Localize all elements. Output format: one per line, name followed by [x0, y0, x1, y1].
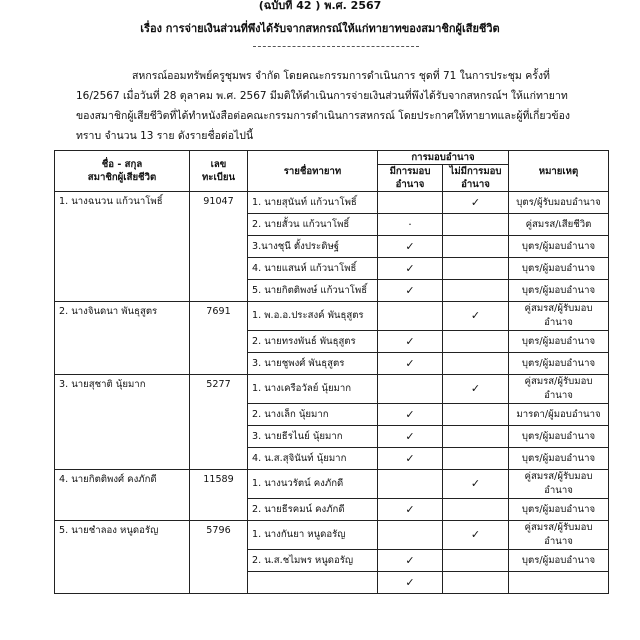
deceased-member-name: 2. นางจินดนา พันธุสูตร	[55, 302, 190, 375]
check-mark-icon: ✓	[470, 528, 481, 541]
remark-cell: บุตร/ผู้มอบอำนาจ	[509, 550, 609, 572]
has-authority-cell	[378, 499, 443, 521]
remark-cell	[509, 521, 609, 550]
has-authority-cell	[378, 214, 443, 236]
no-authority-cell	[443, 331, 509, 353]
no-authority-cell	[443, 353, 509, 375]
no-authority-cell	[443, 280, 509, 302]
has-authority-cell	[378, 426, 443, 448]
header-deceased-line1: ชื่อ - สกุล	[101, 159, 143, 170]
remark-cell: บุตร/ผู้มอบอำนาจ	[509, 236, 609, 258]
registration-number: 7691	[190, 302, 248, 375]
heir-name: 2. นายสั้วน แก้วนาโพธิ์	[248, 214, 378, 236]
check-mark-icon: ✓	[405, 261, 415, 275]
header-authority: การมอบอำนาจ	[378, 151, 509, 165]
no-authority-cell	[443, 404, 509, 426]
no-authority-cell	[443, 258, 509, 280]
remark-cell	[509, 470, 609, 499]
remark-line-1: คู่สมรส/ผู้รับมอบ	[524, 471, 593, 482]
registration-number: 11589	[190, 470, 248, 521]
has-authority-cell	[378, 258, 443, 280]
remark-cell: บุตร/ผู้มอบอำนาจ	[509, 426, 609, 448]
heir-name: 1. นางเครือวัลย์ นุ้ยมาก	[248, 375, 378, 404]
heir-name	[248, 572, 378, 594]
header-heirs: รายชื่อทายาท	[248, 151, 378, 192]
deceased-member-name: 3. นายสุชาติ นุ้ยมาก	[55, 375, 190, 470]
header-has-line1: มีการมอบ	[389, 166, 431, 177]
check-mark-icon: ✓	[405, 429, 415, 443]
header-deceased-line2: สมาชิกผู้เสียชีวิต	[87, 172, 157, 183]
heirs-table	[54, 150, 609, 594]
table-row	[55, 302, 609, 331]
heir-name: 2. นางเล็ก นุ้ยมาก	[248, 404, 378, 426]
remark-cell: มารดา/ผู้มอบอำนาจ	[509, 404, 609, 426]
remark-line-2: อำนาจ	[544, 390, 573, 401]
has-authority-cell	[378, 192, 443, 214]
heir-name: 1. นายสุนันท์ แก้วนาโพธิ์	[248, 192, 378, 214]
header-no-line1: ไม่มีการมอบ	[449, 166, 502, 177]
remark-cell	[509, 302, 609, 331]
intro-paragraph	[76, 66, 586, 146]
heir-name: 4. นายแสนห์ แก้วนาโพธิ์	[248, 258, 378, 280]
heir-name: 3. นายธีรไนย์ นุ้ยมาก	[248, 426, 378, 448]
table-row	[55, 375, 609, 404]
remark-cell: บุตร/ผู้มอบอำนาจ	[509, 258, 609, 280]
remark-line-2: อำนาจ	[544, 317, 573, 328]
no-authority-cell	[443, 499, 509, 521]
heir-name: 5. นายกิตติพงษ์ แก้วนาโพธิ์	[248, 280, 378, 302]
remark-cell: คู่สมรส/เสียชีวิต	[509, 214, 609, 236]
heir-name: 4. น.ส.สุจินันท์ นุ้ยมาก	[248, 448, 378, 470]
check-mark-icon: ✓	[470, 195, 481, 209]
intro-line-4: ทราบ จำนวน 13 ราย ดังรายชื่อต่อไปนี้	[76, 130, 254, 142]
no-authority-cell	[443, 192, 509, 214]
no-authority-cell	[443, 214, 509, 236]
table-row	[55, 470, 609, 499]
heir-name: 2. นายทรงพันธ์ พันธุสูตร	[248, 331, 378, 353]
has-authority-cell	[378, 280, 443, 302]
header-registration	[190, 151, 248, 192]
deceased-member-name: 1. นางฉนวน แก้วนาโพธิ์	[55, 192, 190, 302]
has-authority-cell	[378, 302, 443, 331]
has-authority-cell	[378, 572, 443, 594]
heir-name: 1. พ.อ.อ.ประสงค์ พันธุสูตร	[248, 302, 378, 331]
separator-line	[253, 46, 419, 47]
check-mark-icon: ✓	[405, 407, 415, 421]
no-authority-cell	[443, 572, 509, 594]
remark-line-1: คู่สมรส/ผู้รับมอบ	[524, 522, 593, 533]
remark-line-2: อำนาจ	[544, 485, 573, 496]
check-mark-icon: ✓	[470, 382, 481, 395]
remark-cell	[509, 375, 609, 404]
dot-mark-icon: ·	[408, 217, 412, 231]
heir-name: 3.นางชุนี ตั้งประดิษฐ์	[248, 236, 378, 258]
heir-name: 1. นางกันยา หนูดอรัญ	[248, 521, 378, 550]
header-remark: หมายเหตุ	[509, 151, 609, 192]
announcement-edition: (ฉบับที่ 42 ) พ.ศ. 2567	[258, 0, 382, 12]
table-header	[55, 151, 609, 192]
no-authority-cell	[443, 448, 509, 470]
header-deceased-name	[55, 151, 190, 192]
check-mark-icon: ✓	[470, 309, 481, 322]
remark-line-1: คู่สมรส/ผู้รับมอบ	[524, 303, 593, 314]
has-authority-cell	[378, 331, 443, 353]
has-authority-cell	[378, 236, 443, 258]
heir-name: 2. นายธีรคมน์ คงภักดี	[248, 499, 378, 521]
has-authority-cell	[378, 550, 443, 572]
remark-cell: บุตร/ผู้มอบอำนาจ	[509, 280, 609, 302]
no-authority-cell	[443, 375, 509, 404]
deceased-member-name: 4. นายกิตติพงศ์ คงภักดี	[55, 470, 190, 521]
remark-cell: บุตร/ผู้รับมอบอำนาจ	[509, 192, 609, 214]
remark-cell: บุตร/ผู้มอบอำนาจ	[509, 331, 609, 353]
remark-cell: บุตร/ผู้มอบอำนาจ	[509, 353, 609, 375]
has-authority-cell	[378, 521, 443, 550]
check-mark-icon: ✓	[405, 283, 415, 297]
check-mark-icon: ✓	[470, 477, 481, 490]
registration-number: 91047	[190, 192, 248, 302]
remark-cell: บุตร/ผู้มอบอำนาจ	[509, 448, 609, 470]
no-authority-cell	[443, 521, 509, 550]
has-authority-cell	[378, 375, 443, 404]
has-authority-cell	[378, 448, 443, 470]
header-has-line2: อำนาจ	[395, 179, 425, 190]
check-mark-icon: ✓	[405, 502, 415, 516]
deceased-member-name: 5. นายชำลอง หนูดอรัญ	[55, 521, 190, 594]
header-has-authority	[378, 165, 443, 192]
table-row	[55, 192, 609, 214]
header-no-line2: อำนาจ	[461, 179, 490, 190]
table-body	[55, 192, 609, 594]
heir-name: 3. นายชูพงศ์ พันธุสูตร	[248, 353, 378, 375]
heir-name: 2. น.ส.ชไมพร หนูดอรัญ	[248, 550, 378, 572]
check-mark-icon: ✓	[405, 553, 415, 567]
header-reg-line1: เลข	[210, 159, 227, 170]
check-mark-icon: ✓	[405, 334, 415, 348]
remark-cell: บุตร/ผู้มอบอำนาจ	[509, 499, 609, 521]
no-authority-cell	[443, 426, 509, 448]
registration-number: 5796	[190, 521, 248, 594]
intro-line-2: 16/2567 เมื่อวันที่ 28 ตุลาคม พ.ศ. 2567 มีมติให้ดำเนินการจ่ายเงินส่วนที่พึงได้รับจากสหกรณ์ฯ ให้แก่ทายาท	[76, 90, 568, 102]
check-mark-icon: ✓	[405, 356, 415, 370]
header-no-authority	[443, 165, 509, 192]
check-mark-icon: ✓	[405, 451, 415, 465]
table-row	[55, 521, 609, 550]
remark-line-1: คู่สมรส/ผู้รับมอบ	[524, 376, 593, 387]
check-mark-icon: ✓	[405, 239, 415, 253]
has-authority-cell	[378, 404, 443, 426]
registration-number: 5277	[190, 375, 248, 470]
check-mark-icon: ✓	[405, 575, 415, 589]
no-authority-cell	[443, 302, 509, 331]
heir-name: 1. นางนวรัตน์ คงภักดี	[248, 470, 378, 499]
no-authority-cell	[443, 236, 509, 258]
intro-line-1: สหกรณ์ออมทรัพย์ครูชุมพร จำกัด โดยคณะกรรมการดำเนินการ ชุดที่ 71 ในการประชุม ครั้งที่	[132, 70, 550, 82]
no-authority-cell	[443, 550, 509, 572]
header-reg-line2: ทะเบียน	[201, 172, 236, 183]
has-authority-cell	[378, 353, 443, 375]
remark-line-2: อำนาจ	[544, 536, 573, 547]
announcement-subject: เรื่อง การจ่ายเงินส่วนที่พึงได้รับจากสหกรณ์ให้แก่ทายาทของสมาชิกผู้เสียชีวิต	[140, 22, 500, 35]
remark-cell	[509, 572, 609, 594]
has-authority-cell	[378, 470, 443, 499]
intro-line-3: ของสมาชิกผู้เสียชีวิตที่ได้ทำหนังสือต่อคณะกรรมการดำเนินการสหกรณ์ โดยประกาศให้ทายาทและผู้ที่เกี่ยวข้อง	[76, 110, 571, 122]
no-authority-cell	[443, 470, 509, 499]
